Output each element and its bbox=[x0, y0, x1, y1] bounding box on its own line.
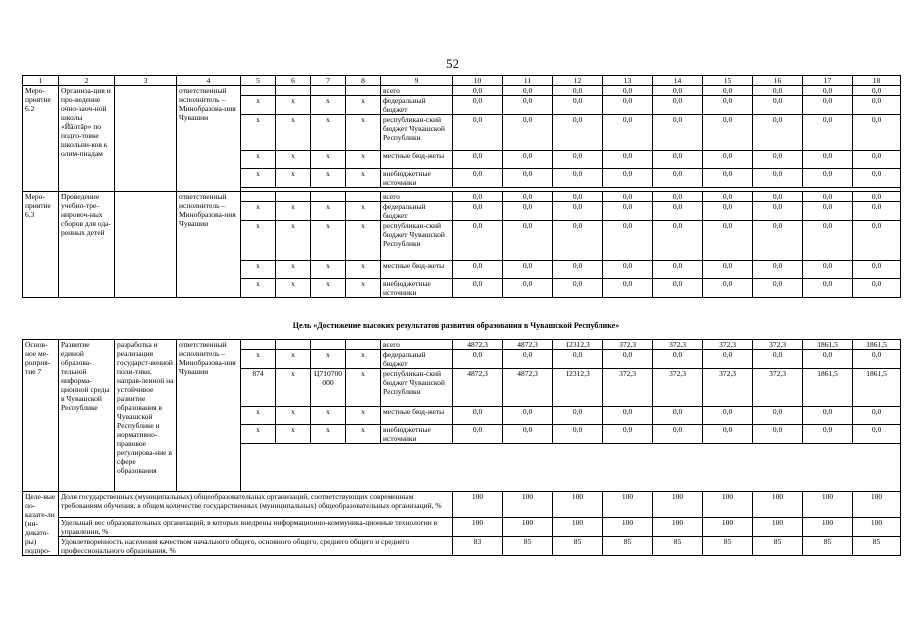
table-row: х х х х федеральный бюджет 0,0 0,0 0,0 0,0 0,0 0,0 0,0 0,0 0,0 bbox=[23, 96, 901, 115]
source-label: всего bbox=[381, 340, 453, 350]
header-cell: 7 bbox=[311, 76, 346, 86]
measure-name: Организа-ция и про-ведение очно-заоч-ной школы «Йăлтăр» по подго-товке школьни-ков к олим-пиадам bbox=[59, 86, 115, 192]
source-label: местные бюд-жеты bbox=[381, 151, 453, 169]
header-cell: 3 bbox=[115, 76, 177, 86]
header-cell: 12 bbox=[553, 76, 603, 86]
event-code: Основ-ное ме-роприя-тие 7 bbox=[23, 340, 59, 492]
table-row: х х х х внебюджетные источники 0,0 0,0 0,0 0,0 0,0 0,0 0,0 0,0 0,0 bbox=[23, 425, 901, 444]
table-row: х х х х федеральный бюджет 0,0 0,0 0,0 0,0 0,0 0,0 0,0 0,0 0,0 bbox=[23, 350, 901, 369]
table-row: 874 х Ц710700 000 х республикан-ский бюджет Чувашской Республики 4872,3 4872,3 12312,3 372,3 372,3 372,3 372,3 1861,5 1861,5 bbox=[23, 369, 901, 407]
budget-table-upper bbox=[22, 75, 901, 298]
measure-name: Проведение учебно-тре-нировоч-ных сборов для ода-ренных детей bbox=[59, 192, 115, 298]
page-number: 52 bbox=[446, 56, 459, 71]
source-label: республикан-ский бюджет Чувашской Республики bbox=[381, 369, 453, 407]
source-label: федеральный бюджет bbox=[381, 202, 453, 221]
responsible: ответственный исполнитель – Минобразова-ния Чувашии bbox=[177, 192, 241, 298]
responsible: ответственный исполнитель – Минобразова-ния Чувашии bbox=[177, 86, 241, 192]
header-cell: 13 bbox=[603, 76, 653, 86]
header-cell: 6 bbox=[276, 76, 311, 86]
source-label: внебюджетные источники bbox=[381, 425, 453, 444]
source-label: федеральный бюджет bbox=[381, 350, 453, 369]
event-description: разработка и реализация государст-венной поли-тики, направ-ленной на устойчивое развитие образования в Чувашской Республике и нормативно-правовое регулирова-ние в сфере образования bbox=[115, 340, 177, 492]
indicator-text: Удельный вес образовательных организаций, в которых внедрены информационно-коммуника-ционные технологии в управлении, % bbox=[59, 518, 453, 537]
table-row: х х х х местные бюд-жеты 0,0 0,0 0,0 0,0 0,0 0,0 0,0 0,0 0,0 bbox=[23, 261, 901, 279]
indicator-row: Удовлетворенность населения качеством начального общего, основного общего, среднего общего и среднего профессионального образования, % 83 85 85 85 85 85 85 85 85 bbox=[23, 537, 901, 556]
budget-table-lower bbox=[22, 339, 901, 556]
indicator-text: Доля государственных (муниципальных) общеобразовательных организаций, соответствующих современным требованиям обучения, в общем количестве государственных (муниципальных) общеобразовательных организаций, % bbox=[59, 492, 453, 518]
source-label: местные бюд-жеты bbox=[381, 261, 453, 279]
indicator-row: Целе-вые по-казате-ли (ин-дикато-ры) подпро- Доля государственных (муниципальных) общеобразовательных организаций, соответствующих современным требованиям обучения, в общем количестве государственных (муниципальных) общеобразовательных организаций, % 100 100 100 100 100 100 100 100 100 bbox=[23, 492, 901, 518]
event-name: Развитие единой образова-тельной информа-ционной среды в Чувашской Республике bbox=[59, 340, 115, 492]
header-cell: 17 bbox=[803, 76, 853, 86]
table-row: х х х х республикан-ский бюджет Чувашской Республики 0,0 0,0 0,0 0,0 0,0 0,0 0,0 0,0 0,0 bbox=[23, 115, 901, 151]
header-cell: 9 bbox=[381, 76, 453, 86]
header-row bbox=[23, 76, 901, 86]
table-row: х х х х местные бюд-жеты 0,0 0,0 0,0 0,0 0,0 0,0 0,0 0,0 0,0 bbox=[23, 407, 901, 425]
target-article-code: Ц710700 000 bbox=[311, 369, 346, 407]
header-cell: 10 bbox=[453, 76, 503, 86]
header-cell: 5 bbox=[241, 76, 276, 86]
measure-code: Меро-приятие 6.3 bbox=[23, 192, 59, 298]
table-row: х х х х внебюджетные источники 0,0 0,0 0,0 0,0 0,0 0,0 0,0 0,0 0,0 bbox=[23, 169, 901, 188]
header-cell: 1 bbox=[23, 76, 59, 86]
header-cell: 16 bbox=[753, 76, 803, 86]
header-cell: 18 bbox=[853, 76, 901, 86]
source-label: внебюджетные источники bbox=[381, 169, 453, 188]
source-label: местные бюд-жеты bbox=[381, 407, 453, 425]
measure-code: Меро-приятие 6.2 bbox=[23, 86, 59, 192]
table-row: х х х х внебюджетные источники 0,0 0,0 0,0 0,0 0,0 0,0 0,0 0,0 0,0 bbox=[23, 279, 901, 298]
source-label: всего bbox=[381, 192, 453, 202]
header-cell: 14 bbox=[653, 76, 703, 86]
table-row: х х х х республикан-ский бюджет Чувашской Республики 0,0 0,0 0,0 0,0 0,0 0,0 0,0 0,0 0,0 bbox=[23, 221, 901, 261]
table-row: Меро-приятие 6.2 Организа-ция и про-ведение очно-заоч-ной школы «Йăлтăр» по подго-товке школьни-ков к олим-пиадам ответственный исполнитель – Минобразова-ния Чувашии всего 0,0 0,0 0,0 0,0 0,0 0,0 0,0 0,0 0,0 bbox=[23, 86, 901, 96]
table-row: х х х х федеральный бюджет 0,0 0,0 0,0 0,0 0,0 0,0 0,0 0,0 0,0 bbox=[23, 202, 901, 221]
header-cell: 8 bbox=[346, 76, 381, 86]
indicators-label: Целе-вые по-казате-ли (ин-дикато-ры) подпро- bbox=[23, 492, 59, 556]
header-cell: 4 bbox=[177, 76, 241, 86]
source-label: республикан-ский бюджет Чувашской Республики bbox=[381, 221, 453, 261]
source-label: внебюджетные источники bbox=[381, 279, 453, 298]
source-label: республикан-ский бюджет Чувашской Республики bbox=[381, 115, 453, 151]
table-row: х х х х местные бюд-жеты 0,0 0,0 0,0 0,0 0,0 0,0 0,0 0,0 0,0 bbox=[23, 151, 901, 169]
header-cell: 11 bbox=[503, 76, 553, 86]
indicator-row: Удельный вес образовательных организаций, в которых внедрены информационно-коммуника-ционные технологии в управлении, % 100 100 100 100 100 100 100 100 100 bbox=[23, 518, 901, 537]
header-cell: 15 bbox=[703, 76, 753, 86]
indicator-text: Удовлетворенность населения качеством начального общего, основного общего, среднего общего и среднего профессионального образования, % bbox=[59, 537, 453, 556]
table-row: Меро-приятие 6.3 Проведение учебно-тре-нировоч-ных сборов для ода-ренных детей ответственный исполнитель – Минобразова-ния Чувашии всего 0,0 0,0 0,0 0,0 0,0 0,0 0,0 0,0 0,0 bbox=[23, 192, 901, 202]
responsible: ответственный исполнитель – Минобразова-ния Чувашии bbox=[177, 340, 241, 492]
source-label: всего bbox=[381, 86, 453, 96]
goal-heading: Цель «Достижение высоких результатов развития образования в Чувашской Республике» bbox=[292, 321, 620, 330]
grbs-code: 874 bbox=[241, 369, 276, 407]
source-label: федеральный бюджет bbox=[381, 96, 453, 115]
table-row: Основ-ное ме-роприя-тие 7 Развитие единой образова-тельной информа-ционной среды в Чувашской Республике разработка и реализация государст-венной поли-тики, направ-ленной на устойчивое развитие образования в Чувашской Республике и нормативно-правовое регулирова-ние в сфере образования ответственный исполнитель – Минобразова-ния Чувашии всего 4872,3 4872,3 12312,3 372,3 372,3 372,3 372,3 1861,5 1861,5 bbox=[23, 340, 901, 350]
header-cell: 2 bbox=[59, 76, 115, 86]
